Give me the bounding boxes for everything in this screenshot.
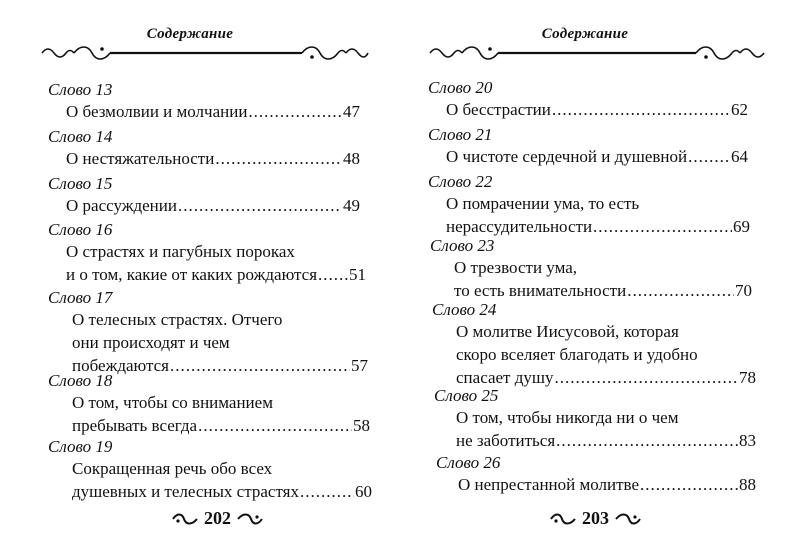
- leader-dots: [248, 100, 342, 123]
- entry-title: побеждаются: [72, 356, 169, 375]
- entry-line: [430, 256, 752, 279]
- leader-dots: [640, 473, 738, 496]
- entry-word: Слово 15: [48, 174, 113, 193]
- entry-line[interactable]: [434, 429, 756, 452]
- entry-title: О бесстрастии: [446, 100, 551, 119]
- page-number: 62: [731, 100, 748, 119]
- page-number: 70: [735, 281, 752, 300]
- entry-word: Слово 25: [434, 386, 499, 405]
- leader-dots: [627, 279, 734, 302]
- leader-dots: [688, 145, 730, 168]
- page-number: 69: [733, 217, 750, 236]
- entry-title: пребывать всегда: [72, 416, 198, 435]
- toc-entry: [434, 386, 756, 452]
- page-header: Содержание: [146, 26, 234, 42]
- page-number: 78: [739, 368, 756, 387]
- entry-title: О страстях и пагубных пороках: [66, 242, 295, 261]
- ornament-divider-icon: [428, 42, 766, 64]
- entry-line: [48, 457, 372, 480]
- folio-flourish-left-icon: [550, 513, 576, 525]
- toc-entry: [436, 453, 756, 496]
- entry-line: [432, 343, 756, 366]
- entry-title: спасает душу: [456, 368, 554, 387]
- page-number: 47: [343, 102, 360, 121]
- entry-line: [432, 320, 756, 343]
- leader-dots: [300, 480, 354, 503]
- entry-title: О рассуждении: [66, 196, 177, 215]
- entry-line[interactable]: [428, 215, 750, 238]
- entry-word: Слово 14: [48, 127, 113, 146]
- leader-dots: [552, 98, 730, 121]
- entry-word: Слово 24: [432, 300, 497, 319]
- leader-dots: [198, 414, 352, 437]
- entry-line: [428, 192, 750, 215]
- folio-number: 202: [204, 508, 231, 528]
- entry-line: [48, 308, 368, 331]
- page-number: 58: [353, 416, 370, 435]
- entry-word: Слово 17: [48, 288, 113, 307]
- entry-line: [48, 331, 368, 354]
- toc-entry: [48, 371, 370, 437]
- entry-word: Слово 13: [48, 80, 113, 99]
- entry-title: О телесных страстях. Отчего: [72, 310, 283, 329]
- entry-title: О том, чтобы со вниманием: [72, 393, 273, 412]
- entry-title: они происходят и чем: [72, 333, 230, 352]
- page-number: 64: [731, 147, 748, 166]
- entry-word: Слово 26: [436, 453, 501, 472]
- entry-line[interactable]: [428, 145, 748, 168]
- entry-line: [48, 240, 366, 263]
- ornament-divider-icon: [40, 42, 370, 64]
- entry-title: то есть внимательности: [454, 281, 627, 300]
- entry-line: [434, 406, 756, 429]
- entry-line[interactable]: [48, 147, 360, 170]
- entry-line[interactable]: [48, 263, 366, 286]
- entry-line[interactable]: [48, 100, 360, 123]
- page-number: 88: [739, 475, 756, 494]
- leader-dots: [556, 429, 738, 452]
- entry-title: душевных и телесных страстях: [72, 482, 299, 501]
- right-page: [400, 0, 800, 549]
- entry-line[interactable]: [428, 98, 748, 121]
- folio-flourish-left-icon: [172, 513, 198, 525]
- toc-entry: [48, 437, 372, 503]
- entry-line[interactable]: [48, 414, 370, 437]
- entry-title: О том, чтобы никогда ни о чем: [456, 408, 679, 427]
- page-folio: [550, 508, 641, 529]
- toc-entry: [428, 125, 748, 168]
- entry-line[interactable]: [48, 194, 360, 217]
- page-header: Содержание: [541, 26, 629, 42]
- entry-word: Слово 22: [428, 172, 493, 191]
- entry-title: скоро вселяет благодать и удобно: [456, 345, 698, 364]
- toc-entry: [48, 127, 360, 170]
- toc-entry: [428, 78, 748, 121]
- entry-line[interactable]: [48, 480, 372, 503]
- page-number: 51: [349, 265, 366, 284]
- page-number: 57: [351, 356, 368, 375]
- leader-dots: [318, 263, 348, 286]
- leader-dots: [215, 147, 342, 170]
- toc-entry: [428, 172, 750, 238]
- entry-title: и о том, какие от каких рождаются: [66, 265, 318, 284]
- entry-line[interactable]: [430, 279, 752, 302]
- entry-title: нерассудительности: [446, 217, 593, 236]
- page-number: 49: [343, 196, 360, 215]
- entry-word: Слово 16: [48, 220, 113, 239]
- folio-flourish-right-icon: [615, 513, 641, 525]
- entry-word: Слово 18: [48, 371, 113, 390]
- page-number: 83: [739, 431, 756, 450]
- entry-title: О непрестанной молитве: [458, 475, 640, 494]
- entry-title: О нестяжательности: [66, 149, 215, 168]
- entry-title: не заботиться: [456, 431, 556, 450]
- entry-title: О молитве Иисусовой, которая: [456, 322, 679, 341]
- entry-title: О помрачении ума, то есть: [446, 194, 640, 213]
- entry-title: Сокращенная речь обо всех: [72, 459, 273, 478]
- entry-word: Слово 23: [430, 236, 495, 255]
- page-number: 48: [343, 149, 360, 168]
- leader-dots: [178, 194, 342, 217]
- toc-entry: [48, 220, 366, 286]
- entry-line: [48, 391, 370, 414]
- entry-line[interactable]: [436, 473, 756, 496]
- leader-dots: [593, 215, 732, 238]
- page-number: 60: [355, 482, 372, 501]
- toc-entry: [48, 174, 360, 217]
- entry-title: О безмолвии и молчании: [66, 102, 248, 121]
- entry-word: Слово 20: [428, 78, 493, 97]
- folio-number: 203: [582, 508, 609, 528]
- page-folio: [172, 508, 263, 529]
- toc-entry: [48, 80, 360, 123]
- toc-entry: [430, 236, 752, 302]
- folio-flourish-right-icon: [237, 513, 263, 525]
- toc-entry: [48, 288, 368, 377]
- entry-word: Слово 19: [48, 437, 113, 456]
- entry-word: Слово 21: [428, 125, 493, 144]
- toc-entry: [432, 300, 756, 389]
- entry-title: О чистоте сердечной и душевной: [446, 147, 688, 166]
- entry-title: О трезвости ума,: [454, 258, 578, 277]
